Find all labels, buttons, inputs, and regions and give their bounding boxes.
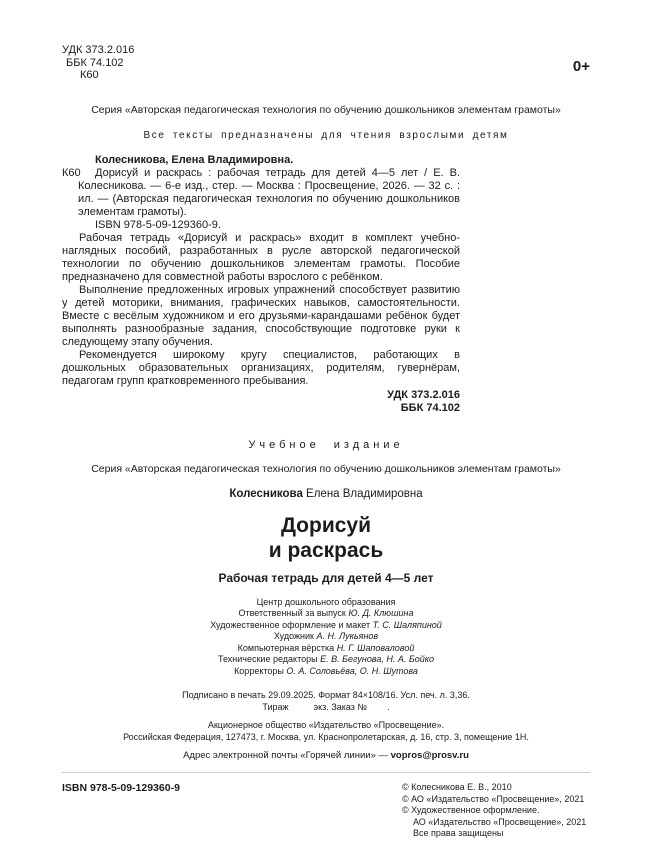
credit-line: Корректоры О. А. Соловьёва, О. Н. Шутова [234, 665, 418, 676]
page-footer [62, 772, 590, 840]
udk-code: УДК 373.2.016 [62, 44, 135, 56]
credit-line: Ответственный за выпуск Ю. Д. Клюшина [238, 608, 414, 618]
book-title-line1: Дорисуй [280, 513, 372, 537]
book-index: К60 [80, 69, 99, 81]
hotline-email: vopros@prosv.ru [390, 750, 469, 761]
copyright-line: © АО «Издательство «Просвещение», 2021 [402, 793, 585, 804]
credit-line: Технические редакторы Е. В. Бегунова, Н. А. Бойко [218, 654, 434, 664]
annotation-paragraph: Рекомендуется широкому кругу специалистов, работающих в дошкольных образовательных организациях, родителям, гувернёрам, педагогам групп кратковременного пребывания. [62, 348, 460, 387]
edition-block [62, 439, 590, 762]
author-surname: Колесникова [229, 487, 303, 500]
print-info-block [62, 689, 590, 713]
isbn-footer: ISBN 978-5-09-129360-9 [62, 782, 180, 794]
edition-author [62, 488, 590, 500]
hotline-line [62, 750, 590, 761]
credit-line: Центр дошкольного образования [256, 596, 396, 607]
print-info-line: Подписано в печать 29.09.2025. Формат 84×108/16. Усл. печ. л. 3,36. [182, 690, 470, 700]
copyright-line: © Колесникова Е. В., 2010 [402, 782, 512, 792]
edition-heading: Учебное издание [248, 438, 404, 451]
copyright-line: Все права защищены [413, 828, 504, 838]
credit-line: Художник А. Н. Лукьянов [273, 631, 379, 641]
copyright-line: АО «Издательство «Просвещение», 2021 [413, 816, 587, 827]
catalog-index: К60 [62, 166, 81, 179]
author-line: Колесникова, Елена Владимировна. [95, 153, 294, 166]
catalog-description: Дорисуй и раскрась : рабочая тетрадь для детей 4—5 лет / Е. В. Колесникова. — 6-е изд., стер. — Москва : Просвещение, 2026. — 32 с. : ил. — (Авторская педагогическая технология по обучению дошкольников элементам грамоты). [78, 166, 460, 218]
classification-codes-right [62, 389, 460, 415]
publisher-address: Российская Федерация, 127473, г. Москва, ул. Краснопролетарская, д. 16, стр. 3, помещение 1Н. [123, 732, 529, 742]
edition-series-line: Серия «Авторская педагогическая технология по обучению дошкольников элементам грамоты» [91, 462, 561, 475]
bibliographic-block [62, 154, 460, 415]
author-given-names: Елена Владимировна [302, 487, 423, 500]
book-title [62, 513, 590, 563]
book-subtitle: Рабочая тетрадь для детей 4—5 лет [218, 570, 434, 585]
annotation-paragraph: Выполнение предложенных игровых упражнений способствует развитию у детей моторики, внимания, графических навыков, самостоятельности. Вместе с весёлым художником и его друзьями-карандашами ребёнок будет выполнять разнообразные задания, способствующие подготовке руки к следующему этапу обучения. [62, 283, 460, 348]
top-meta-block [62, 44, 590, 82]
hotline-label: Адрес электронной почты «Горячей линии» — [183, 750, 391, 761]
isbn-line: ISBN 978-5-09-129360-9. [95, 218, 221, 231]
credit-line: Художественное оформление и макет Т. С. Шаляпиной [210, 619, 442, 630]
publisher-block [62, 719, 590, 743]
print-run-line: Тираж экз. Заказ № . [262, 702, 390, 712]
annotation-paragraph: Рабочая тетрадь «Дорисуй и раскрась» входит в комплект учебно-наглядных пособий, разработанных в русле авторской педагогической технологии по обучению дошкольников элементам грамоты. Пособие предназначено для совместной работы взрослого с ребёнком. [62, 231, 460, 283]
reading-note-line: Все тексты предназначены для чтения взрослыми детям [143, 129, 509, 141]
series-line: Серия «Авторская педагогическая технология по обучению дошкольников элементам грамоты» [91, 103, 561, 116]
bbk-code: ББК 74.102 [66, 56, 124, 69]
credit-line: Компьютерная вёрстка Н. Г. Шаповаловой [237, 642, 415, 653]
bbk-code-right: ББК 74.102 [400, 401, 460, 414]
book-title-line2: и раскрась [268, 538, 384, 562]
copyright-line: © Художественное оформление. [402, 805, 540, 815]
udk-code-right: УДК 373.2.016 [387, 388, 460, 401]
classification-codes [62, 44, 134, 82]
copyright-block [402, 782, 590, 840]
catalog-entry [62, 167, 460, 219]
credits-block [62, 597, 590, 678]
age-rating-badge: 0+ [572, 58, 590, 75]
publisher-name: Акционерное общество «Издательство «Просвещение». [207, 720, 445, 730]
